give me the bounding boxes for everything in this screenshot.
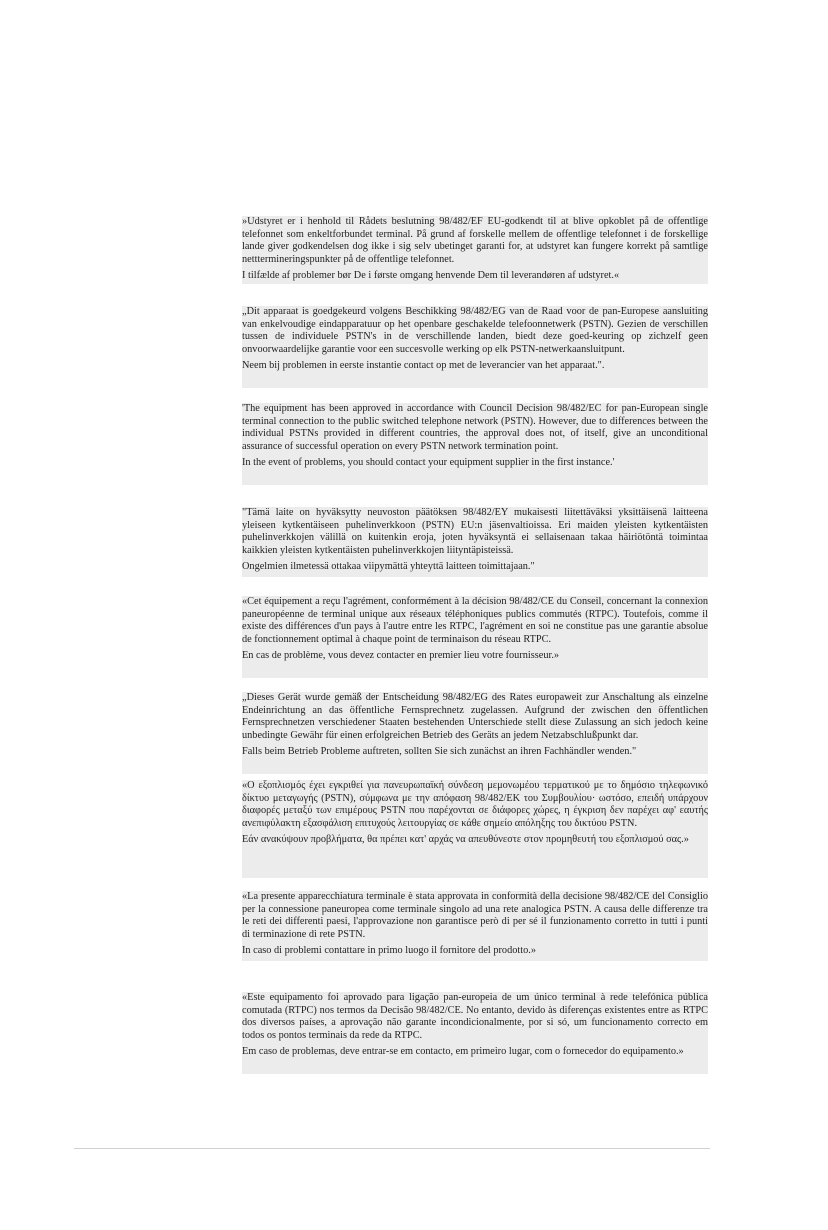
notice-danish — [242, 216, 708, 284]
notice-danish-main: »Udstyret er i henhold til Rådets beslutning 98/482/EF EU-godkendt til at blive opkoblet på de offentlige telefonnet som enkeltforbundet terminal. På grund af forskelle mellem de offentlige telefonnet i de forskellige lande giver godkendelsen dog ikke i sig selv ubetinget garanti for, at udstyret kan fungere korrekt på samtlige netttermineringspunkter på de offentlige telefonnet. — [242, 216, 708, 265]
footer-divider — [74, 1148, 710, 1149]
notice-german-main: „Dieses Gerät wurde gemäß der Entscheidung 98/482/EG des Rates europaweit zur Anschaltung als einzelne Endeinrichtung an das öffentliche Fernsprechnetz zugelassen. Aufgrund der zwischen den öffentlichen Fernsprechnetzen verschiedener Staaten bestehenden Unterschiede stellt diese Zulassung an sich jedoch keine unbedingte Gewähr für einen erfolgreichen Betrieb des Geräts an jedem Netzabschlußpunkt dar. — [242, 692, 708, 741]
notice-greek-main: «Ο εξοπλισμός έχει εγκριθεί για πανευρωπαϊκή σύνδεση μεμονωμέου τερματικού με το δημόσιο τηλεφωνικό δίκτυο μεταγωγής (PSTN), σύμφωνα με την απόφαση 98/482/ΕΚ του Συμβουλίου· ωστόσο, επειδή υπάρχουν διαφορές μεταξύ των επιμέρους PSTN που παρέχονται σε διάφορες χώρες, η έγκριση δεν παρέχει αφ' εαυτής ανεπιφύλακτη εξασφάλιση επιτυχούς λειτουργίας σε κάθε σημείο απόληξης του δικτύου PSTN. — [242, 780, 708, 829]
notice-greek-contact: Εάν ανακύψουν προβλήματα, θα πρέπει κατ' αρχάς να απευθύνεστε στον προμηθευτή του εξοπλισμού σας.» — [242, 834, 689, 846]
notice-portuguese — [242, 992, 708, 1074]
notice-french-contact: En cas de problème, vous devez contacter en premier lieu votre fournisseur.» — [242, 650, 560, 662]
notice-finnish — [242, 507, 708, 577]
notice-french — [242, 596, 708, 678]
notice-dutch — [242, 306, 708, 388]
notice-italian-contact: In caso di problemi contattare in primo luogo il fornitore del prodotto.» — [242, 945, 536, 957]
notice-finnish-main: "Tämä laite on hyväksytty neuvoston päätöksen 98/482/EY mukaisesti liitettäväksi yksittäisenä laitteena yleiseen kytkentäiseen puhelinverkkoon (PSTN) EU:n jäsenvaltioissa. Eri maiden yleisten kytkentäisten puhelinverkkojen välillä on kuitenkin eroja, joten hyväksyntä ei sellaisenaan takaa häiriötöntä toimintaa kaikkien yleisten kytkentäisten puhelinverkkojen liityntäpisteissä. — [242, 507, 708, 556]
notice-english-main: 'The equipment has been approved in accordance with Council Decision 98/482/EC for pan-European single terminal connection to the public switched telephone network (PSTN). However, due to differences between the individual PSTNs provided in different countries, the approval does not, of itself, give an unconditional assurance of successful operation on every PSTN network termination point. — [242, 403, 708, 452]
notice-german-contact: Falls beim Betrieb Probleme auftreten, sollten Sie sich zunächst an ihren Fachhändler wenden." — [242, 746, 637, 758]
notice-portuguese-contact: Em caso de problemas, deve entrar-se em contacto, em primeiro lugar, com o fornecedor do equipamento.» — [242, 1046, 684, 1058]
notice-italian — [242, 891, 708, 961]
notice-french-main: «Cet équipement a reçu l'agrément, conformément à la décision 98/482/CE du Conseil, concernant la connexion paneuropéenne de terminal unique aux réseaux téléphoniques publics commutés (RTPC). Toutefois, comme il existe des différences d'un pays à l'autre entre les RTPC, l'agrément en soi ne constitue pas une garantie absolue de fonctionnement optimal à chaque point de terminaison du réseau RTPC. — [242, 596, 708, 645]
notice-italian-main: «La presente apparecchiatura terminale è stata approvata in conformità della decisione 98/482/CE del Consiglio per la connessione paneuropea come terminale singolo ad una rete analogica PSTN. A causa delle differenze tra le reti dei differenti paesi, l'approvazione non garantisce però di per sé il funzionamento corretto in tutti i punti di terminazione di rete PSTN. — [242, 891, 708, 940]
notice-dutch-contact: Neem bij problemen in eerste instantie contact op met de leverancier van het apparaat.". — [242, 360, 605, 372]
notice-danish-contact: I tilfælde af problemer bør De i første omgang henvende Dem til leverandøren af udstyret.« — [242, 270, 620, 282]
notice-english-contact: In the event of problems, you should contact your equipment supplier in the first instance.' — [242, 457, 615, 469]
notice-english — [242, 403, 708, 485]
notice-portuguese-main: «Este equipamento foi aprovado para ligação pan-europeia de um único terminal à rede telefónica pública comutada (RTPC) nos termos da Decisão 98/482/CE. No entanto, devido às diferenças existentes entre as RTPC dos diversos países, a aprovação não garante incondicionalmente, por si só, um funcionamento correcto em todos os pontos terminais da rede da RTPC. — [242, 992, 708, 1041]
notice-dutch-main: „Dit apparaat is goedgekeurd volgens Beschikking 98/482/EG van de Raad voor de pan-Europese aansluiting van enkelvoudige eindapparatuur op het openbare geschakelde telefoonnetwerk (PSTN). Gezien de verschillen tussen de individuele PSTN's in de verschillende landen, biedt deze goed-keuring op zichzelf geen onvoorwaardelijke garantie voor een succesvolle werking op elk PSTN-netwerkaansluitpunt. — [242, 306, 708, 355]
notice-greek — [242, 780, 708, 878]
notice-german — [242, 692, 708, 774]
notice-finnish-contact: Ongelmien ilmetessä ottakaa viipymättä yhteyttä laitteen toimittajaan." — [242, 561, 535, 573]
